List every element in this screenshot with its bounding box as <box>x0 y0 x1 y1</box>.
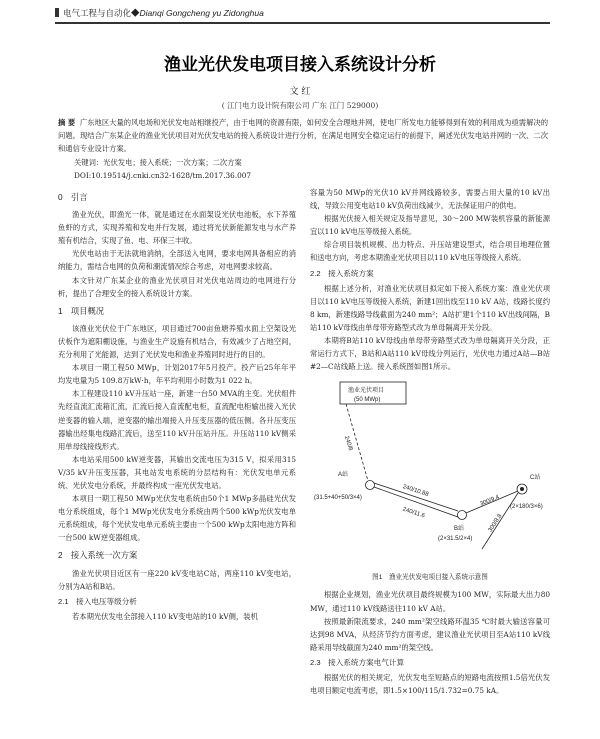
paragraph: 本电站采用500 kW逆变器，其输出交流电压为315 V，拟采用315 V/35 kV升压变压器，其电站发电系统的分层结构有：光伏发电单元系统、光伏发电分系统，并最终构成一座光伏发电站。 <box>58 454 296 490</box>
paragraph: 根据光伏的相关规定，光伏发电至短路点的短路电流按照1.5倍光伏发电项目额定电流考虑，即1.5×100/115/1.732=0.75 kA。 <box>310 672 550 696</box>
header-rule <box>55 22 550 24</box>
author: 文 红 <box>289 87 311 97</box>
station-b-name: B站 <box>454 526 465 533</box>
paragraph: 本文针对广东某企业的渔业光伏项目对光伏电站周边的电网进行分析，提出了合理安全的接入系统设计方案。 <box>58 275 296 298</box>
paragraph: 渔业光伏项目近区有一座220 kV变电站C站，两座110 kV变电站，分别为A站和B站。 <box>58 568 296 591</box>
paragraph: 根据上述分析，对渔业光伏项目拟定如下接入系统方案：渔业光伏项目以110 kV电压等级接入系统，新建1回出线至110 kV A站，线路长度约8 km，新建线路导线截面为240 mm²；A站扩建1个110 kV出线间隔，B站110 kV母线由单母带旁路型式改为单母隔离开关分段。 <box>310 283 550 332</box>
seg-a-b1-label: 240/10.88 <box>401 484 430 499</box>
station-c-inner <box>520 487 524 491</box>
section-heading-overview: 1 项目概况 <box>58 305 105 316</box>
doi: DOI:10.19514/j.cnki.cn32-1628/tm.2017.36.007 <box>74 171 252 180</box>
right-column <box>310 186 550 697</box>
pv-plant-label: 渔业光伏项目 <box>348 388 385 395</box>
paragraph: 根据光伏接入相关规定及指导意见，30～200 MW装机容量的新能源宜以110 kV电压等级接入系统。 <box>310 214 550 237</box>
subsection-heading-2-3: 2.3 接入系统方案电气计算 <box>310 657 405 667</box>
abstract-text: 广东地区大量的风电场和光伏发电站相继投产，由于电网的资源有限，如何安全合理地并网，使电厂所发电力能够得到有效的利用成为亟需解决的问题。现结合广东某企业的渔业光伏项目对光伏发电站的接入系统设计进行分析，在满足电网安全稳定运行的前提下，阐述光伏发电站并网的一次、二次和通信专业设计方案。 <box>58 118 549 154</box>
abstract <box>58 116 548 156</box>
paragraph: 该渔业光伏位于广东地区，项目通过700亩鱼塘养殖水面上空架设光伏板作为遮阳棚设施，与渔业生产设施有机结合，有效减少了占地空间，充分利用了光能源，达到了光伏发电和渔业养殖同时进行的目的。 <box>58 323 296 360</box>
paragraph: 本项目一期工程50 MWp，计划2017年5月投产。投产后25年年平均发电量为5 109.8万kW·h，年平均利用小时数为1 022 h。 <box>58 363 296 386</box>
section-heading-scheme: 2 接入系统一次方案 <box>58 550 138 561</box>
station-c-capacity: (2×180/3×6) <box>510 504 543 511</box>
station-a-node <box>366 481 375 490</box>
figure-caption: 图1 渔业光伏发电项目接入系统示意图 <box>372 574 488 582</box>
section-heading-intro: 0 引言 <box>58 192 88 202</box>
header-diamond-icon: ◆ <box>131 8 140 18</box>
paragraph: 根据企业规划，渔业光伏项目最终规模为100 MW，实际最大出力80 MW，通过110 kV线路送往110 kV A站。 <box>310 590 550 613</box>
station-b-capacity: (2×31.5/2×4) <box>438 536 473 543</box>
article-title: 渔业光伏发电项目接入系统设计分析 <box>164 55 436 74</box>
keywords: 关键词：光伏发电；接入系统；一次方案；二次方案 <box>74 158 242 167</box>
pv-plant-capacity: (50 MWp) <box>354 397 381 404</box>
header-marker <box>55 8 59 17</box>
paragraph: 本工程建设110 kV升压站一座，新建一台50 MVA的主变。光伏组件先经直流汇流箱汇流，汇流后接入直流配电柜，直流配电柜输出接入光伏逆变器的输入端，逆变器的输出端接入升压变压器的低压侧。各升压变压器输出经集电线路汇流后，送至110 kV升压站升压。升压站110 kV侧采用单母线接线形式。 <box>58 389 296 451</box>
paragraph: 本项目一期工程50 MWp光伏发电系统由50个1 MWp多晶硅光伏发电分系统组成，每个1 MWp光伏发电分系统由两个500 kWp光伏发电单元系统组成，每个光伏发电单元系统主要由一个500 kWp太阳电池方阵和一台500 kW逆变器组成。 <box>58 494 296 543</box>
system-diagram <box>310 379 550 569</box>
subsection-heading-2-1: 2.1 接入电压等级分析 <box>58 596 137 606</box>
left-column <box>58 186 296 623</box>
station-a-capacity: (31.5+40+50/3×4) <box>314 495 362 502</box>
paragraph: 若本期光伏发电全部接入110 kV变电站的10 kV侧，装机 <box>72 611 258 621</box>
abstract-label: 摘 要 <box>58 118 76 127</box>
seg-a-b2-label: 240/11.6 <box>401 506 426 520</box>
paragraph-continued: 容量为50 MWp的光伏10 kV并网线路较多，需要占用大量的10 kV出线，导致公用变电站10 kV负荷出线减少，无法保证用户的供电。 <box>310 188 550 211</box>
journal-name-pinyin: Dianqi Gongcheng yu Zidonghua <box>139 8 264 18</box>
paragraph: 按照最新限流要求，240 mm²架空线路环温35 ℃时最大输送容量可达到98 MVA，从经济节约方面考虑，建议渔业光伏项目至A站110 kV线路采用导线截面为240 mm²的架空线。 <box>310 616 550 652</box>
seg-b-c-label: 300/9.4 <box>479 494 501 508</box>
seg-pv-a-label: 240/8 <box>342 435 354 452</box>
paragraph: 光伏电站由于无法就地消纳，全部送入电网，要求电网具备相应的消纳能力，需结合电网的负荷和潮流情况综合考虑，对电网要求较高。 <box>58 249 296 272</box>
station-b-node <box>458 511 467 520</box>
journal-header <box>55 7 550 23</box>
affiliation: ( 江门电力设计院有限公司 广东 江门 529000) <box>221 101 379 110</box>
paragraph: 渔业光伏，即渔光一体，就是通过在水面架设光伏电池板，水下养殖鱼虾的方式，实现养殖和发电并行发展，通过将光伏新能源发电与水产养殖有机结合，实现了鱼、电、环保三丰收。 <box>58 210 296 246</box>
subsection-heading-2-2: 2.2 接入系统方案 <box>310 268 374 278</box>
seg-c-out-label: 300/8.8 <box>487 513 504 534</box>
journal-name-cn: 电气工程与自动化 <box>63 8 132 18</box>
paragraph: 本期将B站110 kV母线由单母带旁路型式改为单母隔离开关分段，正常运行方式下，B站和A站110 kV母线分列运行，光伏电力通过A站—B站#2—C站线路上送。接入系统图如图1所示。 <box>310 336 550 372</box>
station-a-name: A站 <box>338 472 349 479</box>
paragraph: 综合项目装机规模、出力特点、升压站建设型式，结合项目地理位置和送电方向，考虑本期渔业光伏项目以110 kV电压等级接入系统。 <box>310 240 550 263</box>
station-c-name: C站 <box>530 475 541 482</box>
